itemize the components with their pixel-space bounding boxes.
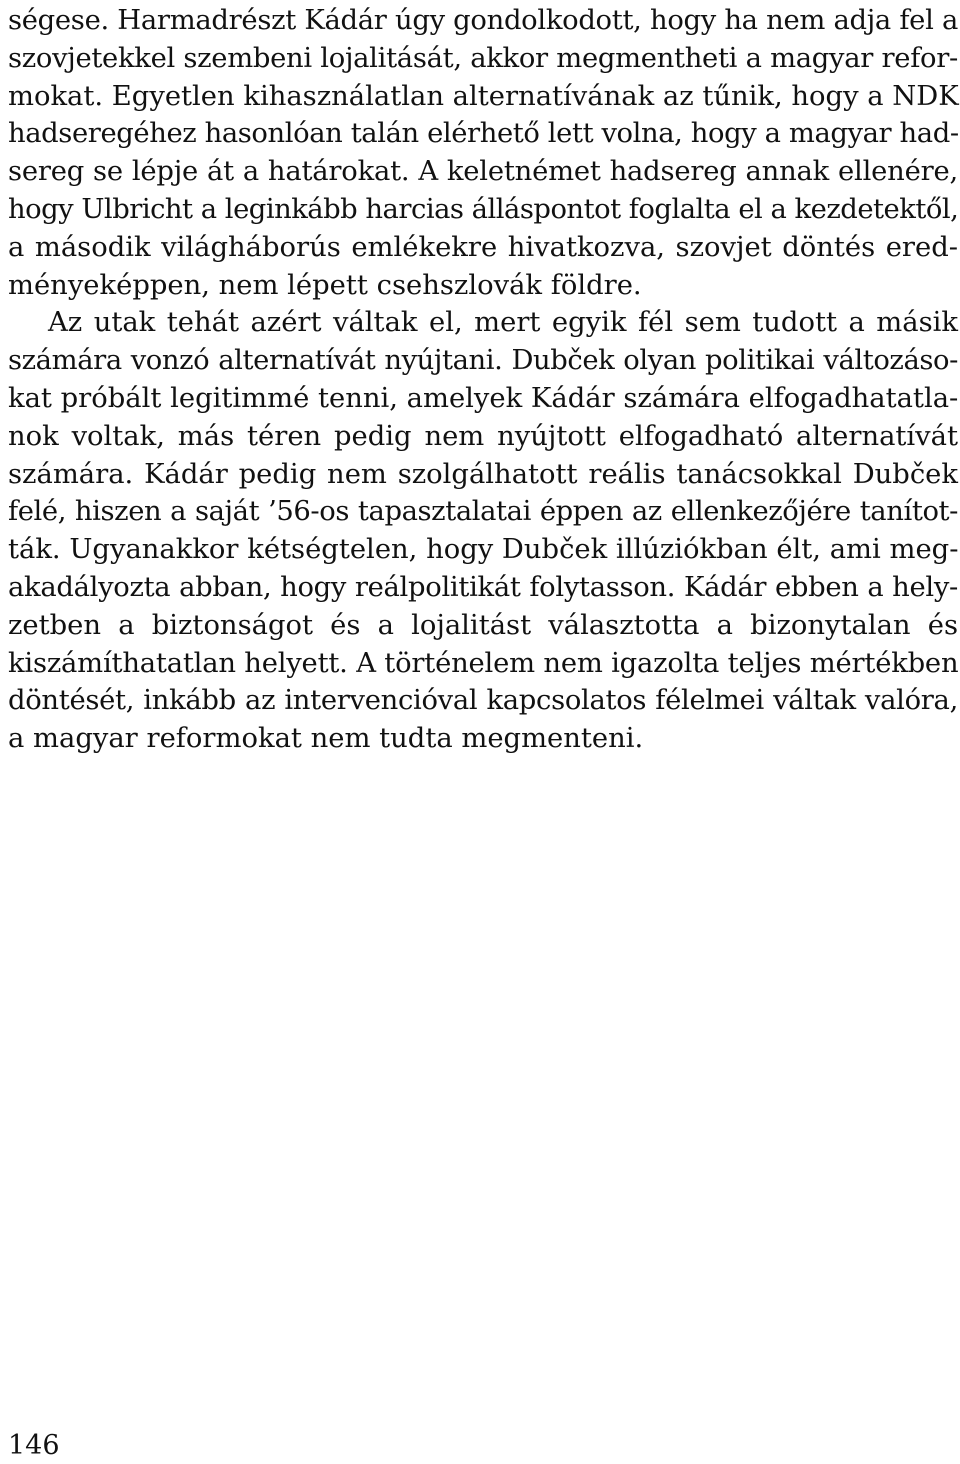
text-line: a második világháborús emlékekre hivatkozva, szovjet döntés ered- [8, 231, 958, 263]
text-line: zetben a biztonságot és a lojalitást választotta a bizonytalan és [8, 609, 958, 641]
text-line: nok voltak, más téren pedig nem nyújtott elfogadható alternatívát [8, 420, 958, 452]
text-line: akadályozta abban, hogy reálpolitikát folytasson. Kádár ebben a hely- [8, 571, 958, 603]
text-line: mokat. Egyetlen kihasználatlan alternatívának az tűnik, hogy a NDK [8, 80, 959, 112]
text-line: döntését, inkább az intervencióval kapcsolatos félelmei váltak valóra, [8, 685, 958, 717]
text-line: ményeképpen, nem lépett csehszlovák földre. [8, 269, 642, 301]
text-line: kat próbált legitimmé tenni, amelyek Kádár számára elfogadhatatla- [8, 382, 959, 414]
text-line: Az utak tehát azért váltak el, mert egyik fél sem tudott a másik [48, 307, 958, 339]
document-body [8, 2, 958, 758]
page-number: 146 [8, 1430, 60, 1461]
text-line: kiszámíthatatlan helyett. A történelem nem igazolta teljes mértékben [8, 647, 959, 679]
text-line: számára vonzó alternatívát nyújtani. Dubček olyan politikai változáso- [8, 345, 958, 377]
text-line: ták. Ugyanakkor kétségtelen, hogy Dubček illúziókban élt, ami meg- [8, 534, 959, 566]
text-line: sereg se lépje át a határokat. A keletnémet hadsereg annak ellenére, [8, 156, 958, 188]
text-line: hadseregéhez hasonlóan talán elérhető lett volna, hogy a magyar had- [8, 118, 959, 150]
text-line: felé, hiszen a saját ’56-os tapasztalatai éppen az ellenkezőjére tanítot- [8, 496, 958, 528]
text-line: számára. Kádár pedig nem szolgálhatott reális tanácsokkal Dubček [8, 458, 958, 490]
paragraph-2 [8, 304, 958, 758]
text-line: hogy Ulbricht a leginkább harcias álláspontot foglalta el a kezdetektől, [8, 193, 959, 225]
text-line: szovjetekkel szembeni lojalitását, akkor megmentheti a magyar refor- [8, 42, 958, 74]
paragraph-1 [8, 2, 958, 304]
text-line: ségese. Harmadrészt Kádár úgy gondolkodott, hogy ha nem adja fel a [8, 5, 958, 36]
text-line: a magyar reformokat nem tudta megmenteni. [8, 723, 644, 755]
